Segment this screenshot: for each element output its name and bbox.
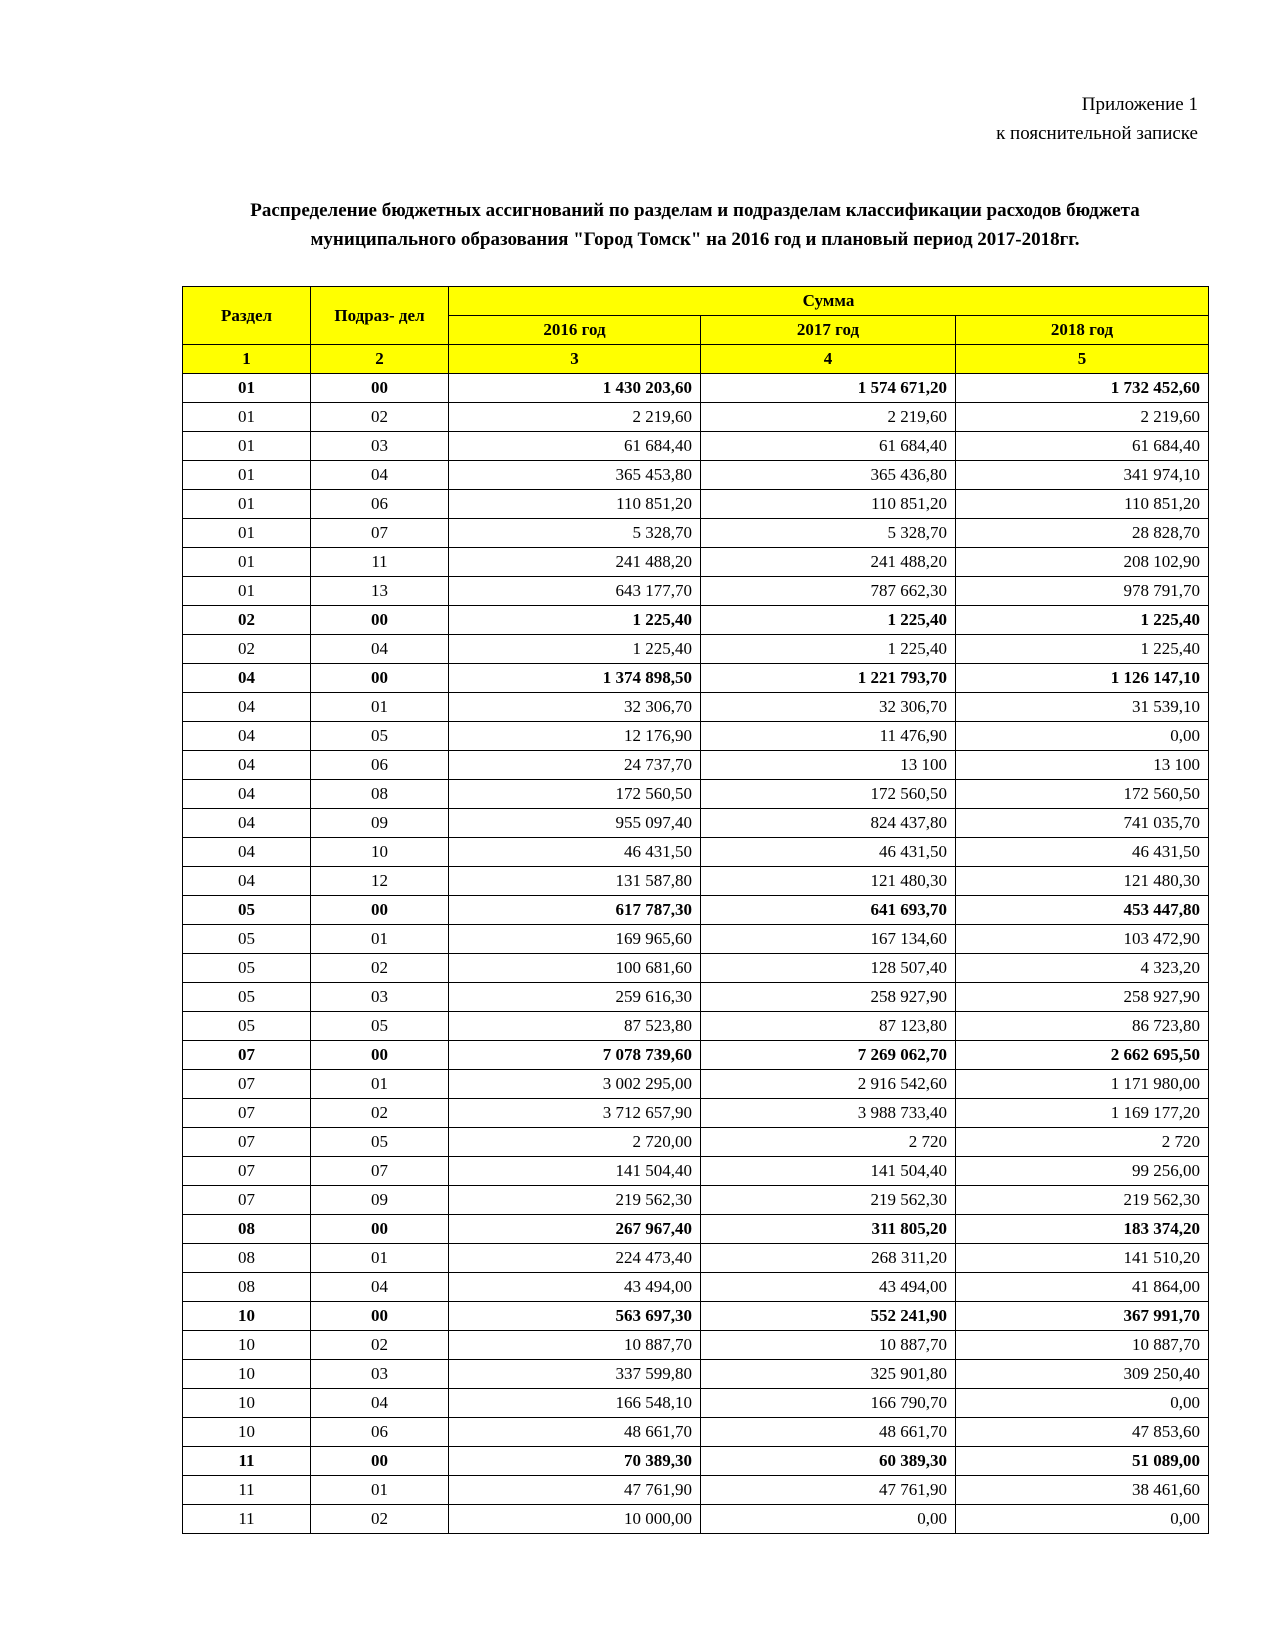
cell-razdel: 02	[183, 606, 311, 635]
cell-podrazdel: 03	[311, 432, 449, 461]
table-row	[183, 1389, 1209, 1418]
cell-podrazdel: 00	[311, 374, 449, 403]
table-row	[183, 1186, 1209, 1215]
cell-podrazdel: 09	[311, 809, 449, 838]
cell-year-2016: 1 225,40	[449, 635, 701, 664]
cell-year-2018: 258 927,90	[956, 983, 1209, 1012]
cell-year-2018: 110 851,20	[956, 490, 1209, 519]
cell-year-2016: 955 097,40	[449, 809, 701, 838]
table-row	[183, 838, 1209, 867]
cell-year-2017: 311 805,20	[701, 1215, 956, 1244]
cell-razdel: 07	[183, 1099, 311, 1128]
cell-year-2017: 1 225,40	[701, 606, 956, 635]
table-body	[183, 374, 1209, 1534]
cell-year-2017: 824 437,80	[701, 809, 956, 838]
cell-podrazdel: 07	[311, 519, 449, 548]
cell-year-2016: 259 616,30	[449, 983, 701, 1012]
cell-year-2016: 46 431,50	[449, 838, 701, 867]
cell-year-2017: 141 504,40	[701, 1157, 956, 1186]
cell-podrazdel: 04	[311, 1389, 449, 1418]
table-row	[183, 1244, 1209, 1273]
table-row	[183, 1360, 1209, 1389]
cell-year-2016: 365 453,80	[449, 461, 701, 490]
cell-razdel: 01	[183, 403, 311, 432]
cell-year-2016: 5 328,70	[449, 519, 701, 548]
cell-year-2018: 61 684,40	[956, 432, 1209, 461]
cell-year-2018: 741 035,70	[956, 809, 1209, 838]
cell-year-2016: 617 787,30	[449, 896, 701, 925]
cell-razdel: 11	[183, 1476, 311, 1505]
cell-year-2016: 563 697,30	[449, 1302, 701, 1331]
table-row	[183, 519, 1209, 548]
cell-year-2017: 47 761,90	[701, 1476, 956, 1505]
cell-year-2016: 32 306,70	[449, 693, 701, 722]
cell-razdel: 11	[183, 1505, 311, 1534]
cell-podrazdel: 09	[311, 1186, 449, 1215]
header-colnum-2: 2	[311, 345, 449, 374]
appendix-block	[182, 90, 1208, 148]
cell-podrazdel: 02	[311, 1505, 449, 1534]
cell-razdel: 04	[183, 722, 311, 751]
cell-podrazdel: 04	[311, 635, 449, 664]
cell-podrazdel: 05	[311, 1012, 449, 1041]
cell-podrazdel: 10	[311, 838, 449, 867]
cell-year-2016: 169 965,60	[449, 925, 701, 954]
cell-year-2017: 787 662,30	[701, 577, 956, 606]
header-year-2017: 2017 год	[701, 316, 956, 345]
table-row	[183, 432, 1209, 461]
cell-year-2018: 47 853,60	[956, 1418, 1209, 1447]
header-colnum-1: 1	[183, 345, 311, 374]
cell-year-2016: 1 225,40	[449, 606, 701, 635]
cell-year-2018: 1 225,40	[956, 635, 1209, 664]
cell-year-2018: 1 225,40	[956, 606, 1209, 635]
cell-razdel: 10	[183, 1418, 311, 1447]
table-row	[183, 896, 1209, 925]
cell-podrazdel: 00	[311, 1447, 449, 1476]
table-row	[183, 1012, 1209, 1041]
cell-year-2017: 10 887,70	[701, 1331, 956, 1360]
cell-razdel: 05	[183, 954, 311, 983]
appendix-line-2: к пояснительной записке	[996, 123, 1198, 144]
header-razdel: Раздел	[183, 287, 311, 345]
table-row	[183, 1302, 1209, 1331]
cell-year-2016: 643 177,70	[449, 577, 701, 606]
table-row	[183, 606, 1209, 635]
cell-year-2018: 341 974,10	[956, 461, 1209, 490]
cell-razdel: 02	[183, 635, 311, 664]
document-title: Распределение бюджетных ассигнований по разделам и подразделам классификации расходов бюджета муниципального образования "Город Томск" на 2016 год и плановый период 2017-2018гг.	[250, 200, 1140, 250]
cell-podrazdel: 00	[311, 1215, 449, 1244]
cell-podrazdel: 00	[311, 896, 449, 925]
cell-razdel: 04	[183, 838, 311, 867]
table-row	[183, 983, 1209, 1012]
cell-podrazdel: 01	[311, 925, 449, 954]
cell-year-2016: 10 000,00	[449, 1505, 701, 1534]
cell-podrazdel: 05	[311, 1128, 449, 1157]
cell-podrazdel: 00	[311, 606, 449, 635]
cell-year-2018: 0,00	[956, 1505, 1209, 1534]
cell-year-2016: 47 761,90	[449, 1476, 701, 1505]
table-row	[183, 577, 1209, 606]
cell-razdel: 01	[183, 519, 311, 548]
cell-year-2018: 103 472,90	[956, 925, 1209, 954]
cell-razdel: 01	[183, 548, 311, 577]
cell-year-2016: 61 684,40	[449, 432, 701, 461]
cell-year-2017: 552 241,90	[701, 1302, 956, 1331]
cell-year-2017: 48 661,70	[701, 1418, 956, 1447]
cell-year-2017: 219 562,30	[701, 1186, 956, 1215]
cell-podrazdel: 11	[311, 548, 449, 577]
appendix-line-1: Приложение 1	[1081, 94, 1198, 115]
cell-year-2017: 0,00	[701, 1505, 956, 1534]
cell-year-2018: 31 539,10	[956, 693, 1209, 722]
cell-year-2017: 43 494,00	[701, 1273, 956, 1302]
cell-year-2016: 2 219,60	[449, 403, 701, 432]
cell-year-2017: 241 488,20	[701, 548, 956, 577]
cell-podrazdel: 12	[311, 867, 449, 896]
cell-razdel: 11	[183, 1447, 311, 1476]
cell-year-2018: 4 323,20	[956, 954, 1209, 983]
header-year-2016: 2016 год	[449, 316, 701, 345]
cell-year-2018: 1 732 452,60	[956, 374, 1209, 403]
cell-razdel: 04	[183, 780, 311, 809]
cell-year-2017: 87 123,80	[701, 1012, 956, 1041]
header-row-numbers	[183, 345, 1209, 374]
cell-year-2017: 5 328,70	[701, 519, 956, 548]
table-row	[183, 809, 1209, 838]
cell-year-2016: 100 681,60	[449, 954, 701, 983]
cell-year-2017: 258 927,90	[701, 983, 956, 1012]
cell-year-2018: 208 102,90	[956, 548, 1209, 577]
header-summa: Сумма	[449, 287, 1209, 316]
cell-podrazdel: 01	[311, 1244, 449, 1273]
cell-year-2016: 10 887,70	[449, 1331, 701, 1360]
cell-year-2016: 219 562,30	[449, 1186, 701, 1215]
cell-year-2017: 365 436,80	[701, 461, 956, 490]
cell-year-2016: 7 078 739,60	[449, 1041, 701, 1070]
table-row	[183, 867, 1209, 896]
cell-podrazdel: 08	[311, 780, 449, 809]
table-row	[183, 635, 1209, 664]
cell-year-2018: 38 461,60	[956, 1476, 1209, 1505]
table-row	[183, 1157, 1209, 1186]
cell-year-2016: 172 560,50	[449, 780, 701, 809]
cell-razdel: 01	[183, 577, 311, 606]
cell-razdel: 08	[183, 1244, 311, 1273]
budget-table	[182, 286, 1209, 1534]
cell-year-2016: 3 002 295,00	[449, 1070, 701, 1099]
cell-year-2018: 1 126 147,10	[956, 664, 1209, 693]
document-page	[182, 0, 1208, 1534]
cell-razdel: 05	[183, 896, 311, 925]
cell-year-2018: 309 250,40	[956, 1360, 1209, 1389]
cell-razdel: 07	[183, 1157, 311, 1186]
table-row	[183, 925, 1209, 954]
cell-razdel: 04	[183, 809, 311, 838]
cell-year-2018: 1 171 980,00	[956, 1070, 1209, 1099]
cell-razdel: 01	[183, 432, 311, 461]
cell-podrazdel: 01	[311, 693, 449, 722]
cell-year-2018: 2 720	[956, 1128, 1209, 1157]
cell-year-2017: 2 916 542,60	[701, 1070, 956, 1099]
cell-razdel: 04	[183, 867, 311, 896]
cell-year-2017: 1 574 671,20	[701, 374, 956, 403]
cell-year-2018: 2 219,60	[956, 403, 1209, 432]
cell-razdel: 01	[183, 461, 311, 490]
cell-razdel: 07	[183, 1128, 311, 1157]
cell-year-2017: 13 100	[701, 751, 956, 780]
cell-podrazdel: 13	[311, 577, 449, 606]
cell-year-2017: 268 311,20	[701, 1244, 956, 1273]
cell-year-2016: 110 851,20	[449, 490, 701, 519]
cell-podrazdel: 07	[311, 1157, 449, 1186]
cell-year-2016: 1 430 203,60	[449, 374, 701, 403]
cell-year-2017: 2 720	[701, 1128, 956, 1157]
cell-razdel: 05	[183, 1012, 311, 1041]
cell-year-2016: 87 523,80	[449, 1012, 701, 1041]
cell-year-2018: 0,00	[956, 722, 1209, 751]
cell-razdel: 04	[183, 664, 311, 693]
cell-razdel: 05	[183, 983, 311, 1012]
header-year-2018: 2018 год	[956, 316, 1209, 345]
table-row	[183, 1128, 1209, 1157]
table-row	[183, 1418, 1209, 1447]
cell-year-2018: 141 510,20	[956, 1244, 1209, 1273]
table-row	[183, 403, 1209, 432]
cell-year-2016: 12 176,90	[449, 722, 701, 751]
table-row	[183, 664, 1209, 693]
table-row	[183, 751, 1209, 780]
cell-podrazdel: 00	[311, 1041, 449, 1070]
cell-podrazdel: 06	[311, 1418, 449, 1447]
cell-year-2016: 3 712 657,90	[449, 1099, 701, 1128]
cell-year-2018: 121 480,30	[956, 867, 1209, 896]
table-row	[183, 693, 1209, 722]
cell-razdel: 07	[183, 1070, 311, 1099]
cell-razdel: 10	[183, 1331, 311, 1360]
cell-year-2018: 453 447,80	[956, 896, 1209, 925]
cell-year-2018: 183 374,20	[956, 1215, 1209, 1244]
cell-razdel: 07	[183, 1041, 311, 1070]
cell-year-2016: 1 374 898,50	[449, 664, 701, 693]
table-row	[183, 1041, 1209, 1070]
cell-year-2016: 141 504,40	[449, 1157, 701, 1186]
cell-razdel: 01	[183, 490, 311, 519]
table-row	[183, 1331, 1209, 1360]
table-row	[183, 1070, 1209, 1099]
cell-razdel: 08	[183, 1273, 311, 1302]
header-colnum-3: 3	[449, 345, 701, 374]
cell-podrazdel: 02	[311, 954, 449, 983]
cell-year-2017: 641 693,70	[701, 896, 956, 925]
cell-year-2018: 51 089,00	[956, 1447, 1209, 1476]
table-row	[183, 548, 1209, 577]
cell-year-2016: 337 599,80	[449, 1360, 701, 1389]
cell-podrazdel: 00	[311, 1302, 449, 1331]
table-row	[183, 374, 1209, 403]
header-colnum-5: 5	[956, 345, 1209, 374]
cell-year-2017: 60 389,30	[701, 1447, 956, 1476]
cell-razdel: 05	[183, 925, 311, 954]
table-header	[183, 287, 1209, 374]
cell-year-2018: 1 169 177,20	[956, 1099, 1209, 1128]
cell-year-2018: 10 887,70	[956, 1331, 1209, 1360]
table-row	[183, 490, 1209, 519]
cell-year-2018: 2 662 695,50	[956, 1041, 1209, 1070]
cell-year-2017: 128 507,40	[701, 954, 956, 983]
cell-year-2018: 99 256,00	[956, 1157, 1209, 1186]
cell-razdel: 10	[183, 1389, 311, 1418]
cell-year-2018: 46 431,50	[956, 838, 1209, 867]
cell-year-2017: 167 134,60	[701, 925, 956, 954]
cell-year-2018: 0,00	[956, 1389, 1209, 1418]
cell-year-2017: 1 225,40	[701, 635, 956, 664]
header-colnum-4: 4	[701, 345, 956, 374]
cell-razdel: 07	[183, 1186, 311, 1215]
cell-podrazdel: 01	[311, 1070, 449, 1099]
cell-podrazdel: 04	[311, 1273, 449, 1302]
cell-podrazdel: 05	[311, 722, 449, 751]
cell-razdel: 01	[183, 374, 311, 403]
cell-podrazdel: 04	[311, 461, 449, 490]
table-row	[183, 1099, 1209, 1128]
cell-year-2017: 7 269 062,70	[701, 1041, 956, 1070]
table-row	[183, 1215, 1209, 1244]
cell-year-2017: 61 684,40	[701, 432, 956, 461]
cell-year-2016: 241 488,20	[449, 548, 701, 577]
cell-year-2018: 978 791,70	[956, 577, 1209, 606]
cell-year-2017: 46 431,50	[701, 838, 956, 867]
cell-year-2017: 2 219,60	[701, 403, 956, 432]
cell-year-2017: 325 901,80	[701, 1360, 956, 1389]
cell-year-2016: 24 737,70	[449, 751, 701, 780]
cell-podrazdel: 03	[311, 1360, 449, 1389]
cell-year-2017: 1 221 793,70	[701, 664, 956, 693]
table-row	[183, 1476, 1209, 1505]
cell-year-2016: 70 389,30	[449, 1447, 701, 1476]
table-row	[183, 1505, 1209, 1534]
cell-podrazdel: 00	[311, 664, 449, 693]
cell-podrazdel: 06	[311, 751, 449, 780]
table-row	[183, 722, 1209, 751]
cell-year-2018: 41 864,00	[956, 1273, 1209, 1302]
cell-podrazdel: 01	[311, 1476, 449, 1505]
cell-razdel: 10	[183, 1360, 311, 1389]
cell-year-2018: 13 100	[956, 751, 1209, 780]
cell-razdel: 10	[183, 1302, 311, 1331]
cell-year-2017: 121 480,30	[701, 867, 956, 896]
cell-year-2018: 28 828,70	[956, 519, 1209, 548]
table-row	[183, 1273, 1209, 1302]
cell-year-2016: 131 587,80	[449, 867, 701, 896]
cell-year-2016: 48 661,70	[449, 1418, 701, 1447]
cell-year-2017: 3 988 733,40	[701, 1099, 956, 1128]
cell-year-2017: 11 476,90	[701, 722, 956, 751]
cell-razdel: 08	[183, 1215, 311, 1244]
cell-podrazdel: 03	[311, 983, 449, 1012]
table-row	[183, 780, 1209, 809]
cell-razdel: 04	[183, 751, 311, 780]
table-row	[183, 461, 1209, 490]
cell-year-2018: 86 723,80	[956, 1012, 1209, 1041]
cell-year-2017: 32 306,70	[701, 693, 956, 722]
cell-year-2018: 367 991,70	[956, 1302, 1209, 1331]
cell-year-2017: 110 851,20	[701, 490, 956, 519]
table-row	[183, 954, 1209, 983]
cell-podrazdel: 06	[311, 490, 449, 519]
cell-year-2018: 219 562,30	[956, 1186, 1209, 1215]
cell-razdel: 04	[183, 693, 311, 722]
cell-year-2018: 172 560,50	[956, 780, 1209, 809]
cell-podrazdel: 02	[311, 1099, 449, 1128]
cell-year-2016: 267 967,40	[449, 1215, 701, 1244]
cell-podrazdel: 02	[311, 403, 449, 432]
header-row-main	[183, 287, 1209, 316]
header-podrazdel: Подраз- дел	[311, 287, 449, 345]
cell-year-2017: 172 560,50	[701, 780, 956, 809]
cell-year-2016: 224 473,40	[449, 1244, 701, 1273]
cell-year-2016: 2 720,00	[449, 1128, 701, 1157]
table-row	[183, 1447, 1209, 1476]
cell-podrazdel: 02	[311, 1331, 449, 1360]
cell-year-2016: 166 548,10	[449, 1389, 701, 1418]
cell-year-2017: 166 790,70	[701, 1389, 956, 1418]
cell-year-2016: 43 494,00	[449, 1273, 701, 1302]
